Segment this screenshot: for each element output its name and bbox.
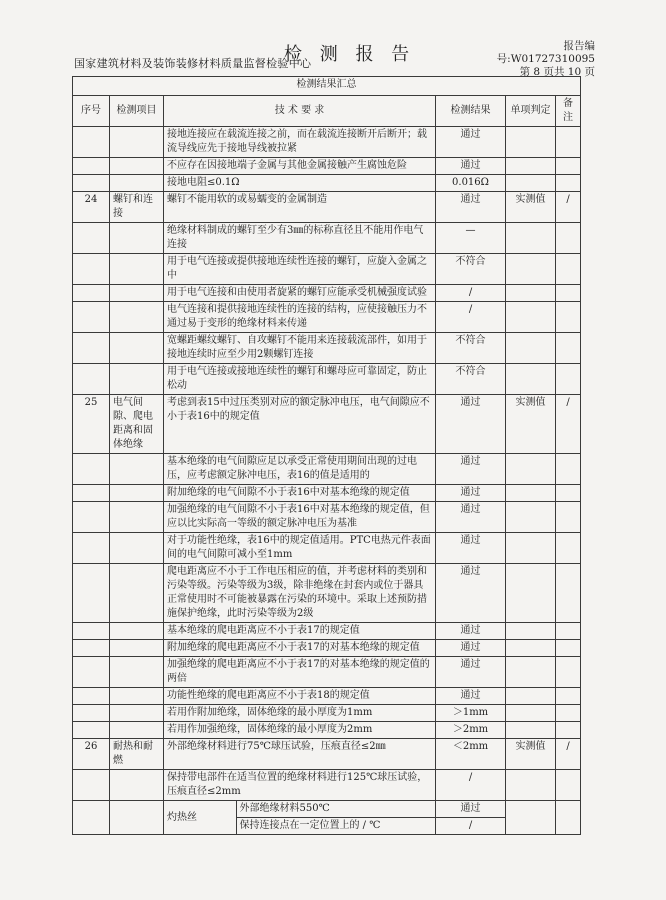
row-verdict [506, 158, 556, 175]
row-item [110, 657, 164, 688]
row-verdict [506, 285, 556, 302]
row-item [110, 454, 164, 485]
row-result: — [436, 223, 506, 254]
row-seq [73, 333, 110, 364]
row-requirement: 加强绝缘的爬电距离应不小于表17的对基本绝缘的规定值的两倍 [164, 657, 436, 688]
row-result: 通过 [436, 657, 506, 688]
row-result: ＞1mm [436, 705, 506, 722]
row-seq [73, 801, 110, 835]
row-note [556, 640, 581, 657]
glow-wire-sub1: 外部绝缘材料550℃ [239, 803, 330, 814]
row-requirement: 考虑到表15中过压类别对应的额定脉冲电压，电气间隙应不小于表16中的规定值 [164, 395, 436, 454]
table-row [73, 705, 581, 722]
row-note [556, 533, 581, 564]
report-number: 报告编号:W01727310095 [496, 40, 595, 65]
row-seq [73, 454, 110, 485]
glow-wire-cell [164, 801, 436, 835]
page-number: 第 8 页共 10 页 [519, 66, 595, 78]
table-row [73, 688, 581, 705]
row-seq [73, 223, 110, 254]
row-note [556, 623, 581, 640]
glow-wire-result1: 通过 [436, 801, 506, 818]
table-row [73, 454, 581, 485]
row-verdict [506, 801, 556, 835]
row-result: 0.016Ω [436, 175, 506, 192]
row-item [110, 333, 164, 364]
row-seq [73, 564, 110, 623]
row-item: 耐热和耐燃 [110, 739, 164, 770]
row-result: 通过 [436, 158, 506, 175]
row-requirement: 接地连接应在载流连接之前，而在载流连接断开后断开；载流导线应先于接地导线被拉紧 [164, 127, 436, 158]
row-item [110, 285, 164, 302]
row-verdict [506, 454, 556, 485]
row-note: / [556, 192, 581, 223]
row-item [110, 223, 164, 254]
row-item [110, 533, 164, 564]
row-item [110, 564, 164, 623]
row-verdict: 实测值 [506, 192, 556, 223]
table-row-glow-wire [73, 801, 581, 818]
row-requirement: 功能性绝缘的爬电距离应不小于表18的规定值 [164, 688, 436, 705]
row-result: 通过 [436, 564, 506, 623]
row-item [110, 623, 164, 640]
row-note: / [556, 739, 581, 770]
summary-title: 检测结果汇总 [73, 77, 581, 96]
row-note [556, 502, 581, 533]
row-note [556, 175, 581, 192]
row-note [556, 158, 581, 175]
row-verdict [506, 254, 556, 285]
row-note [556, 454, 581, 485]
row-item: 电气间隙、爬电距离和固体绝缘 [110, 395, 164, 454]
row-note [556, 770, 581, 801]
table-row [73, 533, 581, 564]
row-result: 不符合 [436, 254, 506, 285]
row-requirement: 用于电气连接和由使用者旋紧的螺钉应能承受机械强度试验 [164, 285, 436, 302]
report-meta [480, 40, 595, 79]
row-requirement: 电气连接和提供接地连续性的连接的结构，应使接触压力不通过易于变形的绝缘材料来传递 [164, 302, 436, 333]
row-item [110, 254, 164, 285]
row-requirement: 外部绝缘材料进行75℃球压试验，压痕直径≤2㎜ [164, 739, 436, 770]
table-row [73, 158, 581, 175]
glow-wire-result2: / [436, 818, 506, 835]
row-verdict: 实测值 [506, 395, 556, 454]
row-seq [73, 364, 110, 395]
row-result: 通过 [436, 502, 506, 533]
row-requirement: 绝缘材料制成的螺钉至少有3㎜的标称直径且不能用作电气连接 [164, 223, 436, 254]
row-requirement: 附加绝缘的爬电距离应不小于表17的对基本绝缘的规定值 [164, 640, 436, 657]
row-note [556, 801, 581, 835]
row-requirement: 基本绝缘的电气间隙应足以承受正常使用期间出现的过电压，应考虑额定脉冲电压，表16的值是适用的 [164, 454, 436, 485]
row-verdict [506, 333, 556, 364]
table-row [73, 770, 581, 801]
row-note [556, 688, 581, 705]
row-verdict [506, 657, 556, 688]
row-note [556, 564, 581, 623]
row-verdict [506, 564, 556, 623]
row-requirement: 宽螺距螺纹螺钉、自攻螺钉不能用来连接载流部件，如用于接地连续时应至少用2颗螺钉连接 [164, 333, 436, 364]
row-seq [73, 688, 110, 705]
row-verdict [506, 175, 556, 192]
table-row [73, 739, 581, 770]
row-requirement: 用于电气连接或接地连续性的螺钉和螺母应可靠固定，防止松动 [164, 364, 436, 395]
row-item [110, 485, 164, 502]
row-result: 通过 [436, 395, 506, 454]
row-seq [73, 705, 110, 722]
row-result: 通过 [436, 127, 506, 158]
row-seq [73, 533, 110, 564]
row-seq [73, 127, 110, 158]
row-verdict [506, 770, 556, 801]
row-seq [73, 158, 110, 175]
table-row [73, 722, 581, 739]
row-result: ＜2mm [436, 739, 506, 770]
col-header-result: 检测结果 [436, 96, 506, 127]
row-result: 通过 [436, 623, 506, 640]
row-item [110, 502, 164, 533]
row-verdict: 实测值 [506, 739, 556, 770]
row-seq: 24 [73, 192, 110, 223]
glow-wire-sub2: 保持连接点在一定位置上的 / ℃ [236, 818, 435, 835]
row-requirement: 爬电距离应不小于工作电压相应的值，并考虑材料的类别和污染等级。污染等级为3级，除非绝缘在封套内或位于器具正常使用时不可能被暴露在污染的环境中。采取上述预防措施保护绝缘，此时污染等级为2级 [164, 564, 436, 623]
row-verdict [506, 722, 556, 739]
row-verdict [506, 502, 556, 533]
row-result: / [436, 302, 506, 333]
row-seq: 26 [73, 739, 110, 770]
table-row [73, 333, 581, 364]
row-seq [73, 770, 110, 801]
col-header-item: 检测项目 [110, 96, 164, 127]
row-item [110, 688, 164, 705]
row-requirement: 保持带电部件在适当位置的绝缘材料进行125℃球压试验，压痕直径≤2mm [164, 770, 436, 801]
row-item [110, 705, 164, 722]
row-requirement: 若用作加强绝缘，固体绝缘的最小厚度为2mm [164, 722, 436, 739]
row-seq [73, 657, 110, 688]
table-row [73, 485, 581, 502]
row-item [110, 127, 164, 158]
row-requirement: 基本绝缘的爬电距离应不小于表17的规定值 [164, 623, 436, 640]
table-row [73, 223, 581, 254]
row-result: / [436, 770, 506, 801]
col-header-requirement: 技 术 要 求 [164, 96, 436, 127]
row-note [556, 485, 581, 502]
row-seq [73, 285, 110, 302]
row-requirement: 对于功能性绝缘，表16中的规定值适用。PTC电热元件表面间的电气间隙可减小至1mm [164, 533, 436, 564]
row-requirement: 加强绝缘的电气间隙不小于表16中对基本绝缘的规定值，但应以比实际高一等级的额定脉冲电压为基准 [164, 502, 436, 533]
row-seq [73, 302, 110, 333]
report-title: 检 测 报 告 [284, 44, 416, 65]
row-note [556, 657, 581, 688]
row-verdict [506, 640, 556, 657]
row-requirement: 附加绝缘的电气间隙不小于表16中对基本绝缘的规定值 [164, 485, 436, 502]
org-name: 国家建筑材料及装饰装修材料质量监督检验中心 [74, 57, 312, 70]
table-row [73, 502, 581, 533]
table-row [73, 657, 581, 688]
row-seq [73, 623, 110, 640]
row-verdict [506, 533, 556, 564]
table-row [73, 192, 581, 223]
row-note [556, 223, 581, 254]
row-requirement: 若用作附加绝缘，固体绝缘的最小厚度为1mm [164, 705, 436, 722]
table-row [73, 564, 581, 623]
table-row [73, 175, 581, 192]
row-item [110, 722, 164, 739]
row-item [110, 801, 164, 835]
row-result: 通过 [436, 192, 506, 223]
table-row [73, 254, 581, 285]
table-row [73, 364, 581, 395]
row-result: 通过 [436, 640, 506, 657]
table-row [73, 127, 581, 158]
row-verdict [506, 485, 556, 502]
row-item [110, 640, 164, 657]
row-seq [73, 502, 110, 533]
table-row [73, 623, 581, 640]
row-note [556, 705, 581, 722]
row-seq [73, 640, 110, 657]
row-requirement: 用于电气连接或提供接地连续性连接的螺钉，应旋入金属之中 [164, 254, 436, 285]
row-note: / [556, 395, 581, 454]
row-note [556, 285, 581, 302]
row-requirement: 接地电阻≤0.1Ω [164, 175, 436, 192]
header-row [73, 96, 581, 127]
row-item [110, 175, 164, 192]
row-item [110, 158, 164, 175]
row-note [556, 302, 581, 333]
row-result: 通过 [436, 533, 506, 564]
row-seq [73, 175, 110, 192]
row-item: 螺钉和连接 [110, 192, 164, 223]
row-result: 通过 [436, 454, 506, 485]
row-result: ＞2mm [436, 722, 506, 739]
row-note [556, 127, 581, 158]
row-seq [73, 722, 110, 739]
row-seq [73, 485, 110, 502]
col-header-verdict: 单项判定 [506, 96, 556, 127]
row-result: / [436, 285, 506, 302]
row-requirement: 不应存在因接地端子金属与其他金属接触产生腐蚀危险 [164, 158, 436, 175]
row-seq [73, 254, 110, 285]
table-row [73, 395, 581, 454]
row-requirement: 螺钉不能用软的或易蠕变的金属制造 [164, 192, 436, 223]
row-verdict [506, 364, 556, 395]
row-result: 不符合 [436, 364, 506, 395]
col-header-seq: 序号 [73, 96, 110, 127]
row-item [110, 364, 164, 395]
row-result: 通过 [436, 688, 506, 705]
row-verdict [506, 705, 556, 722]
row-verdict [506, 302, 556, 333]
row-note [556, 722, 581, 739]
row-note [556, 333, 581, 364]
row-result: 不符合 [436, 333, 506, 364]
row-verdict [506, 127, 556, 158]
table-row [73, 640, 581, 657]
row-item [110, 302, 164, 333]
row-note [556, 254, 581, 285]
results-table [72, 76, 581, 835]
glow-wire-label: 灼热丝 [164, 801, 236, 834]
row-verdict [506, 623, 556, 640]
row-item [110, 770, 164, 801]
row-verdict [506, 223, 556, 254]
row-note [556, 364, 581, 395]
table-row [73, 302, 581, 333]
row-seq: 25 [73, 395, 110, 454]
col-header-note: 备注 [556, 96, 581, 127]
table-row [73, 285, 581, 302]
row-result: 通过 [436, 485, 506, 502]
row-verdict [506, 688, 556, 705]
